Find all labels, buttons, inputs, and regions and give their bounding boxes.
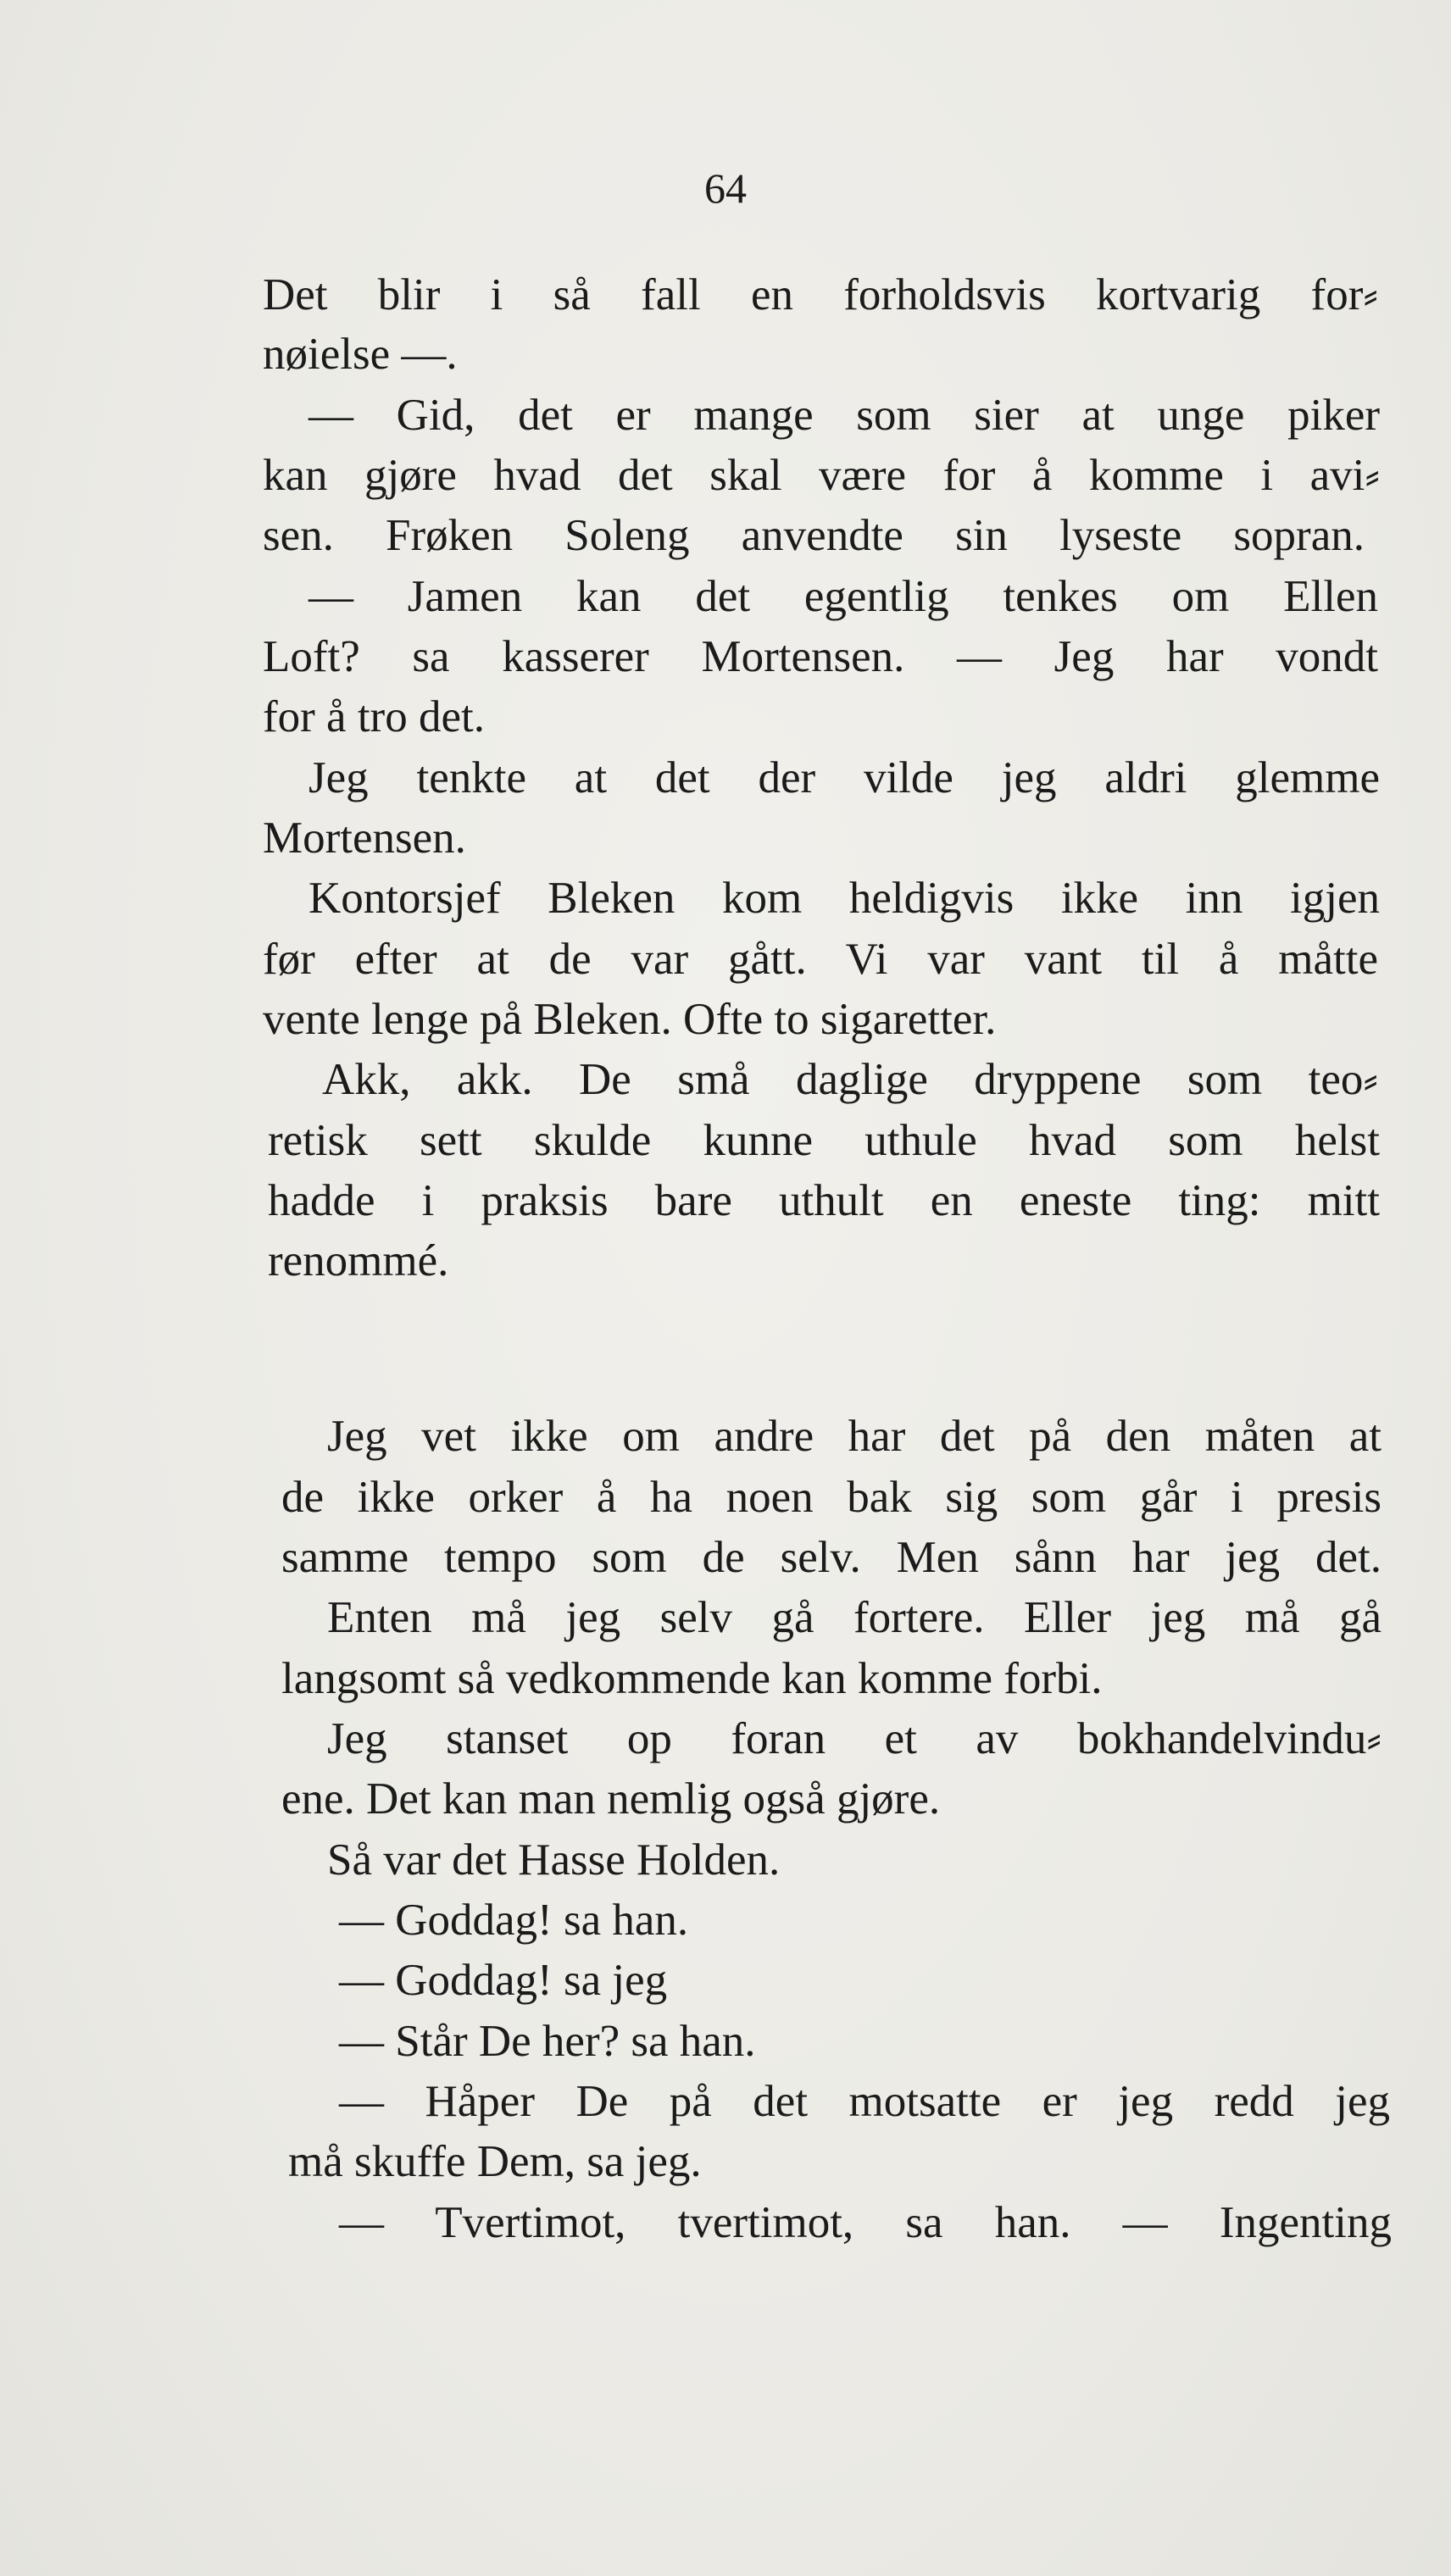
text-line: nøielse —. xyxy=(263,330,458,379)
text-line: ene. Det kan man nemlig også gjøre. xyxy=(281,1774,941,1824)
text-line: Det blir i så fall en forholdsvis kortvarig for⸗ xyxy=(263,270,1378,319)
text-line: langsomt så vedkommende kan komme forbi. xyxy=(281,1654,1103,1703)
text-line: retisk sett skulde kunne uthule hvad som helst xyxy=(268,1116,1380,1165)
text-line: de ikke orker å ha noen bak sig som går i presis xyxy=(281,1473,1382,1522)
text-line: hadde i praksis bare uthult en eneste ting: mitt xyxy=(268,1176,1380,1225)
text-line: — Tvertimot, tvertimot, sa han. — Ingenting xyxy=(339,2198,1392,2247)
text-line: Mortensen. xyxy=(263,813,466,863)
text-line: før efter at de var gått. Vi var vant til å måtte xyxy=(263,935,1378,984)
text-line: renommé. xyxy=(268,1236,449,1285)
text-line: Jeg stanset op foran et av bokhandelvindu⸗ xyxy=(327,1714,1382,1763)
text-line: for å tro det. xyxy=(263,692,485,741)
text-line: Så var det Hasse Holden. xyxy=(327,1835,781,1885)
text-line: — Gid, det er mange som sier at unge piker xyxy=(309,391,1380,440)
text-line: Jeg vet ikke om andre har det på den måten at xyxy=(327,1412,1382,1461)
text-line: — Goddag! sa han. xyxy=(339,1896,689,1945)
text-line: — Står De her? sa han. xyxy=(339,2017,756,2066)
text-line: sen. Frøken Soleng anvendte sin lyseste sopran. xyxy=(263,511,1365,560)
text-line: Jeg tenkte at det der vilde jeg aldri glemme xyxy=(309,753,1380,802)
text-line: — Håper De på det motsatte er jeg redd jeg xyxy=(339,2077,1390,2126)
text-line: Enten må jeg selv gå fortere. Eller jeg må gå xyxy=(327,1593,1382,1642)
page-number: 64 xyxy=(704,164,747,212)
text-line: må skuffe Dem, sa jeg. xyxy=(288,2137,702,2186)
text-line: vente lenge på Bleken. Ofte to sigaretter. xyxy=(263,995,997,1044)
text-line: Loft? sa kasserer Mortensen. — Jeg har vondt xyxy=(263,632,1378,681)
text-line: Kontorsjef Bleken kom heldigvis ikke inn igjen xyxy=(309,874,1380,923)
text-line: kan gjøre hvad det skal være for å komme i avi⸗ xyxy=(263,451,1380,500)
text-line: samme tempo som de selv. Men sånn har jeg det. xyxy=(281,1533,1382,1582)
text-line: — Goddag! sa jeg xyxy=(339,1956,668,2005)
text-line: — Jamen kan det egentlig tenkes om Ellen xyxy=(309,572,1378,621)
text-line: Akk, akk. De små daglige dryppene som teo⸗ xyxy=(322,1055,1378,1104)
